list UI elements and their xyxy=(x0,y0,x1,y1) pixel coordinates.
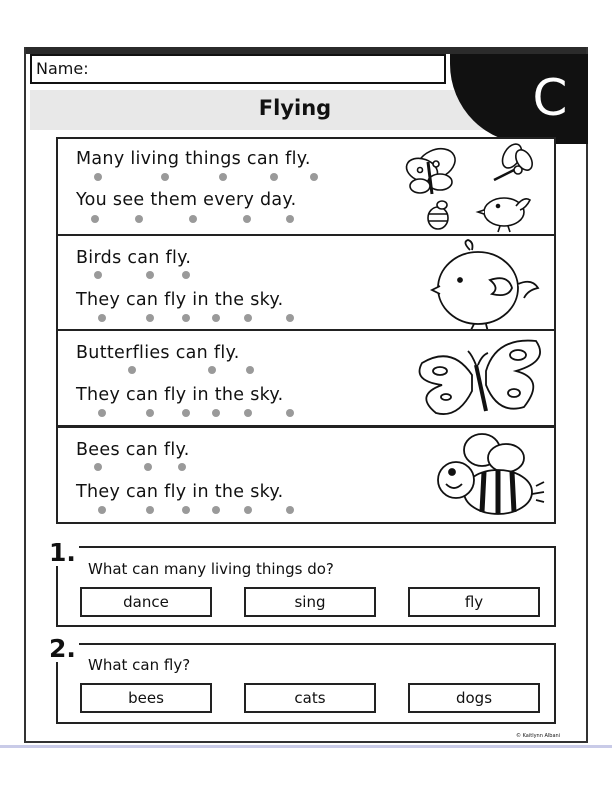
word-dot xyxy=(310,173,318,181)
word-dot xyxy=(128,366,136,374)
word-dot xyxy=(244,314,252,322)
bird-picture xyxy=(430,240,545,332)
answer-choice-dance[interactable]: dance xyxy=(80,587,212,617)
question-number: 2. xyxy=(46,636,79,662)
passage-panel xyxy=(56,137,556,236)
question-number: 1. xyxy=(46,540,79,566)
word-dot xyxy=(212,314,220,322)
question-text: What can many living things do? xyxy=(88,560,334,578)
flying-creatures-picture xyxy=(398,142,548,234)
word-dot xyxy=(91,215,99,223)
answer-choice-dogs[interactable]: dogs xyxy=(408,683,540,713)
page-title: Flying xyxy=(258,96,332,120)
word-dot xyxy=(146,271,154,279)
sentence: They can fly in the sky. xyxy=(76,290,284,310)
word-dot xyxy=(146,506,154,514)
word-dot xyxy=(286,314,294,322)
answer-choice-sing[interactable]: sing xyxy=(244,587,376,617)
word-dot xyxy=(208,366,216,374)
bee-picture xyxy=(432,430,552,522)
sentence: You see them every day. xyxy=(76,190,297,210)
word-dot xyxy=(212,409,220,417)
word-dot xyxy=(146,409,154,417)
page-bottom-edge xyxy=(0,745,612,748)
word-dot xyxy=(94,173,102,181)
word-dot xyxy=(244,506,252,514)
passage-panel xyxy=(56,234,556,331)
word-dot xyxy=(182,271,190,279)
word-dot xyxy=(178,463,186,471)
word-dot xyxy=(161,173,169,181)
butterfly-picture xyxy=(410,335,550,425)
word-dot xyxy=(286,215,294,223)
sentence: They can fly in the sky. xyxy=(76,385,284,405)
word-dot xyxy=(144,463,152,471)
word-dot xyxy=(98,506,106,514)
word-dot xyxy=(286,506,294,514)
word-dot xyxy=(246,366,254,374)
word-dot xyxy=(98,409,106,417)
word-dot xyxy=(182,506,190,514)
word-dot xyxy=(146,314,154,322)
word-dot xyxy=(94,271,102,279)
copyright-credit: © Kaitlynn Albani xyxy=(516,733,561,739)
word-dot xyxy=(286,409,294,417)
word-dot xyxy=(98,314,106,322)
passage-panel xyxy=(56,329,556,427)
word-dot xyxy=(244,409,252,417)
sentence: They can fly in the sky. xyxy=(76,482,284,502)
word-dot xyxy=(189,215,197,223)
name-label: Name: xyxy=(36,59,89,78)
sentence: Many living things can fly. xyxy=(76,149,311,169)
question-box xyxy=(56,643,556,724)
answer-choice-cats[interactable]: cats xyxy=(244,683,376,713)
level-letter: C xyxy=(532,69,568,127)
question-text: What can fly? xyxy=(88,656,191,674)
word-dot xyxy=(212,506,220,514)
word-dot xyxy=(94,463,102,471)
word-dot xyxy=(182,314,190,322)
answer-choice-fly[interactable]: fly xyxy=(408,587,540,617)
word-dot xyxy=(182,409,190,417)
sentence: Bees can fly. xyxy=(76,440,190,460)
name-field[interactable] xyxy=(30,54,446,84)
word-dot xyxy=(270,173,278,181)
question-box xyxy=(56,546,556,627)
sentence: Butterflies can fly. xyxy=(76,343,240,363)
word-dot xyxy=(243,215,251,223)
passage-panel xyxy=(56,426,556,524)
sentence: Birds can fly. xyxy=(76,248,192,268)
word-dot xyxy=(219,173,227,181)
answer-choice-bees[interactable]: bees xyxy=(80,683,212,713)
word-dot xyxy=(135,215,143,223)
